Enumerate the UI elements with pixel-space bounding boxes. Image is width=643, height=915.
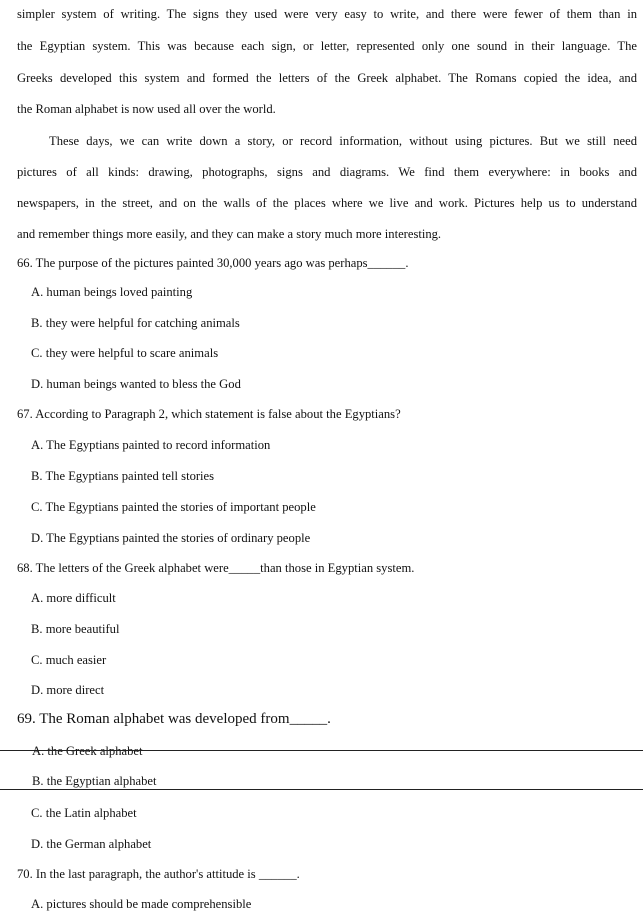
question-67-option-b: B. The Egyptians painted tell stories (31, 469, 215, 483)
passage-line-1: simpler system of writing. The signs they used were very easy to write, and there were fewer of them than in (17, 7, 637, 21)
question-67-option-a: A. The Egyptians painted to record information (31, 438, 271, 452)
passage-line-5: These days, we can write down a story, or record information, without using pictures. But we still need (49, 134, 637, 148)
passage-line-7: newspapers, in the street, and on the walls of the places where we live and work. Pictures help us to understand (17, 196, 637, 210)
question-68-option-c: C. much easier (31, 653, 107, 667)
question-69-option-d: D. the German alphabet (31, 837, 152, 851)
passage-line-6: pictures of all kinds: drawing, photographs, signs and diagrams. We find them everywhere: in books and (17, 165, 637, 179)
question-66-option-c: C. they were helpful to scare animals (31, 346, 219, 360)
passage-line-4: the Roman alphabet is now used all over the world. (17, 102, 276, 116)
divider-line (0, 789, 643, 790)
passage-line-3: Greeks developed this system and formed the letters of the Greek alphabet. The Romans copied the idea, and (17, 71, 637, 85)
passage-line-2: the Egyptian system. This was because each sign, or letter, represented only one sound in their language. The (17, 39, 637, 53)
question-67-stem: 67. According to Paragraph 2, which statement is false about the Egyptians? (17, 407, 401, 421)
question-68-option-a: A. more difficult (31, 591, 116, 605)
question-68-option-b: B. more beautiful (31, 622, 120, 636)
question-70-stem: 70. In the last paragraph, the author's attitude is ______. (17, 867, 300, 881)
question-69-stem: 69. The Roman alphabet was developed from_____. (17, 711, 331, 727)
question-66-option-a: A. human beings loved painting (31, 285, 193, 299)
question-69-option-c: C. the Latin alphabet (31, 806, 137, 820)
question-67-option-d: D. The Egyptians painted the stories of ordinary people (31, 531, 311, 545)
question-66-option-d: D. human beings wanted to bless the God (31, 377, 241, 391)
question-68-stem: 68. The letters of the Greek alphabet were_____than those in Egyptian system. (17, 561, 415, 575)
strike-line (0, 750, 643, 751)
question-66-stem: 66. The purpose of the pictures painted 30,000 years ago was perhaps______. (17, 256, 409, 270)
question-69-option-a: A. the Greek alphabet (32, 744, 143, 758)
question-66-option-b: B. they were helpful for catching animals (31, 316, 240, 330)
question-67-option-c: C. The Egyptians painted the stories of important people (31, 500, 316, 514)
question-69-option-b: B. the Egyptian alphabet (32, 774, 157, 788)
question-70-option-a: A. pictures should be made comprehensible (31, 897, 252, 911)
passage-line-8: and remember things more easily, and they can make a story much more interesting. (17, 227, 442, 241)
question-68-option-d: D. more direct (31, 683, 105, 697)
